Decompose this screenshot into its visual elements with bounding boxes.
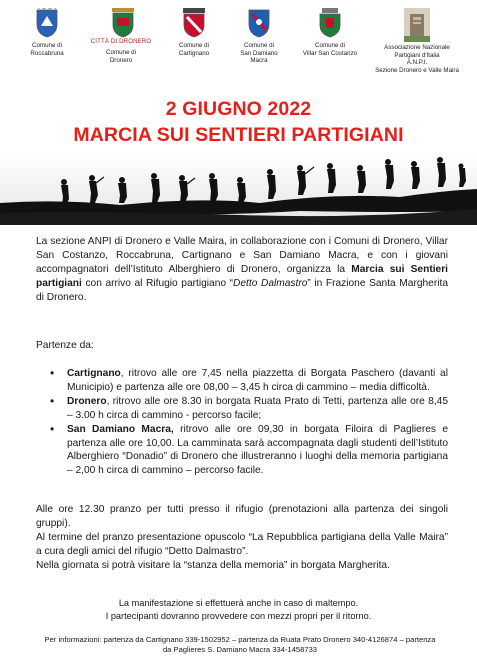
logo-caption: Comune di Roccabruna	[30, 42, 64, 57]
logo-caption: Comune di Cartignano	[178, 42, 210, 57]
crest-dronero-icon	[109, 8, 133, 38]
event-date-title: 2 GIUGNO 2022	[165, 98, 312, 120]
logo-cartignano	[159, 8, 229, 57]
crest-roccabruna-icon	[35, 8, 59, 38]
partisans-silhouette-image	[0, 153, 477, 225]
departures-heading: Partenze da:	[36, 340, 94, 351]
anpi-monument-icon	[404, 8, 430, 42]
departures-list	[50, 367, 448, 478]
contact-footer: Per informazioni: partenza da Cartignano 339-1502952 – partenza da Ruata Prato Dronero 340-4126874 – partenza da Paglieres S. Damiano Macra 334-1458733	[44, 635, 436, 655]
list-item: • Cartignano, ritrovo alle ore 7,45 nella piazzetta di Borgata Paschero (davanti al Municipio) e partenza alle ore 08,00 – 3,45 h circa di cammino – media difficoltà.	[50, 367, 448, 395]
list-item: • Dronero, ritrovo alle ore 8.30 in borgata Ruata Prato di Tetti, partenza alle ore 8,45 – 3.00 h circa di cammino - percorso facile;	[50, 395, 448, 423]
banner-dronero: CITTÀ DI DRONERO	[90, 39, 152, 45]
crest-villar-icon	[318, 8, 342, 38]
crest-san-damiano-icon	[247, 8, 271, 38]
list-item: • San Damiano Macra, ritrovo alle ore 09,30 in borgata Filoira di Paglieres e partenza alle ore 10,00. La camminata sarà accompagnata dagli studenti dell’Istituto Alberghiero “Donadio” di Dronero che illustreranno i luoghi della memoria partigiana – 2,00 h circa di cammino – percorso facile.	[50, 423, 448, 479]
weather-note: La manifestazione si effettuerà anche in caso di maltempo. I partecipanti dovranno provvedere con mezzi propri per il ritorno.	[105, 598, 372, 621]
logo-anpi	[372, 8, 462, 74]
logo-dronero	[86, 8, 156, 64]
event-main-title: MARCIA SUI SENTIERI PARTIGIANI	[73, 124, 404, 146]
logo-caption: Comune di San Damiano Macra	[240, 42, 278, 65]
logo-roccabruna	[12, 8, 82, 57]
logo-villar	[295, 8, 365, 57]
intro-italic: Detto Dalmastro	[233, 277, 308, 289]
logo-caption: Comune di Villar San Costanzo	[302, 42, 358, 57]
crest-cartignano-icon	[182, 8, 206, 38]
closing-paragraph: Alle ore 12.30 pranzo per tutti presso il rifugio (prenotazioni alla partenza dei singoli gruppi). Al termine del pranzo presentazione opuscolo “La Repubblica partigiana della Valle Maira” a cura degli amici del rifugio “Detto Dalmastro”. Nella giornata si potrà visitare la “stanza della memoria” in borgata Margherita.	[36, 504, 448, 571]
intro-bold: Marcia sui Sentieri partigiani	[36, 263, 449, 289]
intro-paragraph: La sezione ANPI di Dronero e Valle Maira, in collaborazione con i Comuni di Dronero, Villar San Costanzo, Roccabruna, Cartignano e San Damiano Macra, e con i giovani accompagnatori dell’Istituto Alberghiero di Dronero, organizza la Marcia sui Sentieri partigiani con arrivo al Rifugio partigiano “Detto Dalmastro” in Frazione Santa Margherita di Dronero.	[36, 236, 449, 303]
logo-caption: Associazione Nazionale Partigiani d'Italia A.N.P.I. Sezione Dronero e Valle Maira	[375, 44, 459, 74]
logo-san-damiano	[224, 8, 294, 65]
logo-caption: Comune di Dronero	[106, 49, 136, 64]
logos-row	[0, 0, 477, 96]
